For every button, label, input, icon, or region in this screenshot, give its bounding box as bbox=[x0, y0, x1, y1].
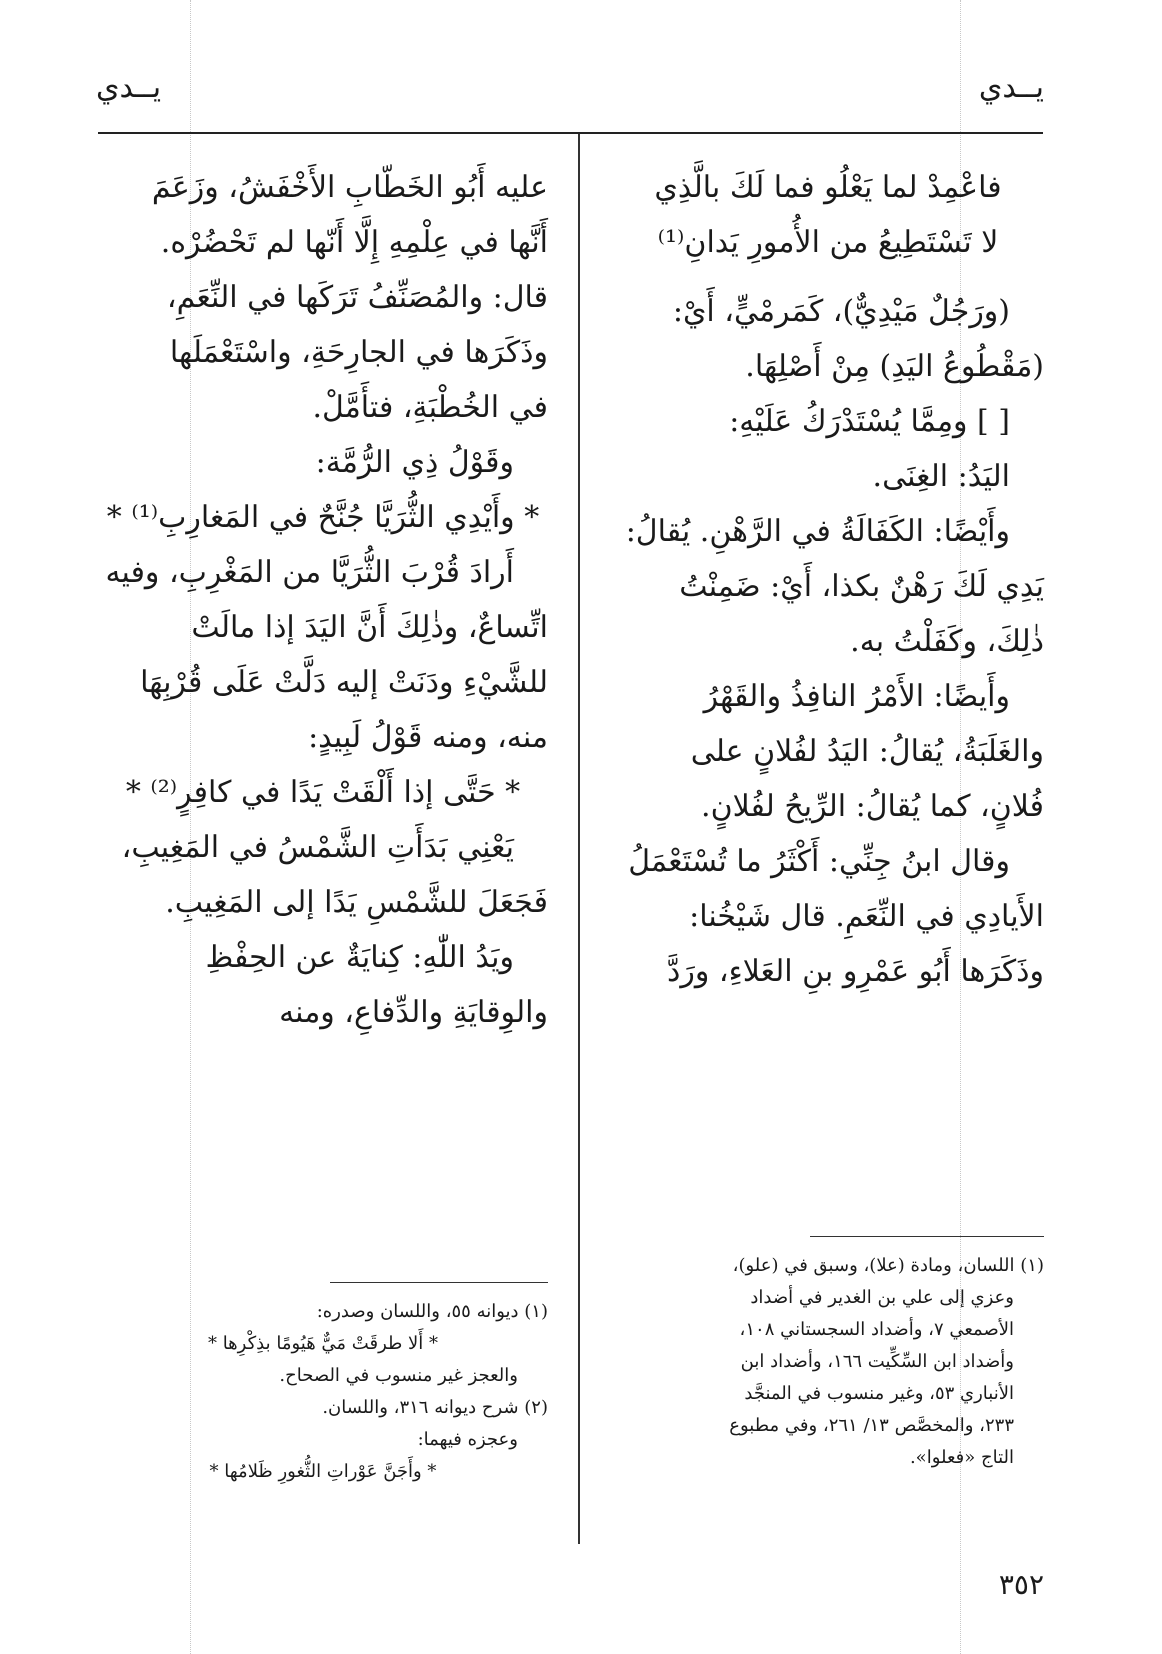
left-footnotes bbox=[98, 1296, 548, 1488]
text-line: لا تَسْتَطِيعُ من الأُمورِ يَدانِ⁽¹⁾ bbox=[657, 225, 999, 260]
text-line: فُلانٍ، كما يُقالُ: الرِّيحُ لفُلانٍ. bbox=[701, 789, 1044, 824]
text-line: فَجَعَلَ للشَّمْسِ يَدًا إلى المَغِيبِ. bbox=[165, 885, 548, 920]
header-rule bbox=[98, 132, 1043, 134]
text-line: فاعْمِدْ لما يَعْلُو فما لَكَ بالَّذِي bbox=[654, 170, 1002, 205]
text-line: وقال ابنُ جِنِّي: أَكْثَرُ ما تُسْتَعْمَلُ bbox=[628, 844, 1010, 879]
text-line: وذَكَرَها في الجارِحَةِ، واسْتَعْمَلَها bbox=[169, 335, 548, 370]
footnote-line: والعجز غير منسوب في الصحاح. bbox=[279, 1365, 518, 1386]
text-line: ويَدُ اللّٰهِ: كِنايَةٌ عن الحِفْظِ bbox=[205, 940, 514, 975]
text-line: منه، ومنه قَوْلُ لَبِيدٍ: bbox=[308, 720, 548, 755]
footnote-line: وعزي إلى علي بن الغدير في أضداد bbox=[750, 1287, 1014, 1308]
footnote-line: * وأَجَنَّ عَوْراتِ الثُّغورِ ظَلامُها * bbox=[209, 1461, 437, 1482]
text-line: وذَكَرَها أَبُو عَمْرِو بنِ العَلاءِ، ورَدَّ bbox=[667, 954, 1044, 989]
text-line: عليه أَبُو الخَطّابِ الأَخْفَشُ، وزَعَمَ bbox=[151, 170, 548, 205]
text-line: (مَقْطُوعُ اليَدِ) مِنْ أَصْلِهَا. bbox=[745, 349, 1044, 384]
text-line: أَرادَ قُرْبَ الثُّرَيَّا من المَغْرِبِ، وفيه bbox=[105, 555, 514, 590]
text-line: في الخُطْبَةِ، فتأَمَّلْ. bbox=[312, 390, 548, 425]
text-line: ذٰلِكَ، وكَفَلْتُ به. bbox=[850, 624, 1044, 659]
footnote-line: (١) اللسان، ومادة (علا)، وسبق في (علو)، bbox=[732, 1255, 1044, 1276]
page-number: ٣٥٢ bbox=[998, 1568, 1044, 1601]
right-footnotes bbox=[612, 1250, 1044, 1474]
text-line: [ ] ومِمَّا يُسْتَدْرَكُ عَلَيْهِ: bbox=[729, 404, 1010, 439]
running-header-right: يــدي bbox=[978, 70, 1044, 105]
left-text-column bbox=[98, 160, 548, 1040]
footnote-line: (٢) شرح ديوانه ٣١٦، واللسان. bbox=[322, 1397, 548, 1418]
footnote-rule-right bbox=[810, 1236, 1044, 1237]
text-line: وقَوْلُ ذِي الرُّمَّة: bbox=[315, 445, 514, 480]
footnote-line: التاج «فعلوا». bbox=[909, 1447, 1014, 1468]
text-line: وأَيْضًا: الكَفَالَةُ في الرَّهْنِ. يُقالُ: bbox=[625, 514, 1010, 549]
right-text-column bbox=[612, 160, 1044, 999]
footnote-rule-left bbox=[330, 1282, 548, 1283]
footnote-line: الأصمعي ٧، وأضداد السجستاني ١٠٨، bbox=[739, 1319, 1014, 1340]
text-line: يَعْنِي بَدَأَتِ الشَّمْسُ في المَغِيبِ، bbox=[121, 830, 514, 865]
text-line: للشَّيْءِ ودَنَتْ إليه دَلَّتْ عَلَى قُرْبِهَا bbox=[140, 665, 548, 700]
text-line: الأَيادِي في النِّعَمِ. قال شَيْخُنا: bbox=[689, 899, 1044, 934]
footnote-line: الأنباري ٥٣، وغير منسوب في المنجَّد bbox=[744, 1383, 1014, 1404]
text-line: والوِقايَةِ والدِّفاعِ، ومنه bbox=[279, 995, 548, 1030]
text-line: والغَلَبَةُ، يُقالُ: اليَدُ لفُلانٍ على bbox=[690, 734, 1044, 769]
column-divider bbox=[578, 134, 580, 1544]
text-line: أَنَّها في عِلْمِهِ إِلَّا أَنّها لم تَحْضُرْه. bbox=[160, 225, 548, 260]
footnote-line: (١) ديوانه ٥٥، واللسان وصدره: bbox=[316, 1301, 548, 1322]
text-line: يَدِي لَكَ رَهْنٌ بكذا، أَيْ: ضَمِنْتُ bbox=[679, 569, 1044, 604]
text-line: (ورَجُلٌ مَيْدِيٌّ)، كَمَرمْيٍّ، أَيْ: bbox=[672, 294, 1010, 329]
text-line: اليَدُ: الغِنَى. bbox=[872, 459, 1010, 494]
text-line: * حَتَّى إذا أَلْقَتْ يَدًا في كافِرٍ⁽²⁾ * bbox=[125, 775, 521, 810]
footnote-line: ٢٣٣، والمخصَّص ١٣/ ٢٦١، وفي مطبوع bbox=[729, 1415, 1014, 1436]
text-line: اتِّساعٌ، وذٰلِكَ أَنَّ اليَدَ إذا مالَتْ bbox=[191, 610, 548, 645]
footnote-line: * أَلا طرقَتْ مَيٌّ هَيُومًا بذِكْرِها * bbox=[207, 1333, 439, 1354]
text-line: * وأَيْدِي الثُّرَيَّا جُنَّحٌ في المَغارِبِ⁽¹⁾ * bbox=[106, 500, 540, 535]
footnote-line: وعجزه فيهما: bbox=[417, 1429, 518, 1450]
text-line bbox=[612, 270, 1044, 284]
text-line: قال: والمُصَنِّفُ تَرَكَها في النِّعَمِ، bbox=[166, 280, 548, 315]
running-header-left: يــدي bbox=[96, 70, 162, 105]
text-line: وأَيضًا: الأَمْرُ النافِذُ والقَهْرُ bbox=[703, 679, 1010, 714]
footnote-line: وأضداد ابن السِّكِّيت ١٦٦، وأضداد ابن bbox=[740, 1351, 1014, 1372]
